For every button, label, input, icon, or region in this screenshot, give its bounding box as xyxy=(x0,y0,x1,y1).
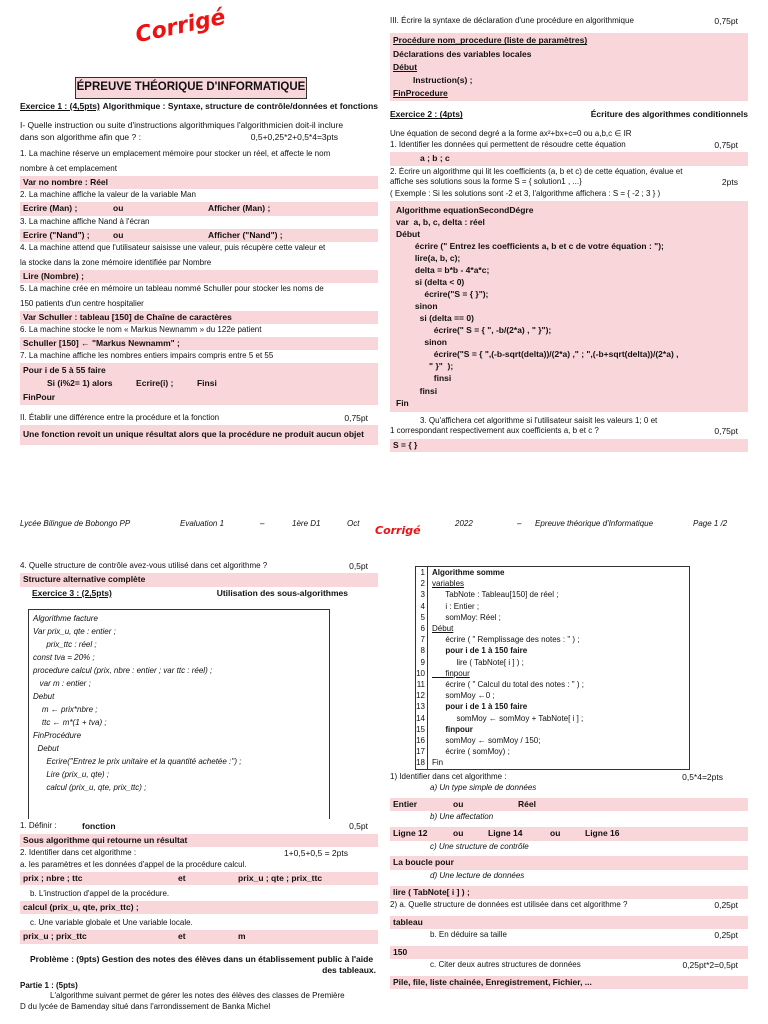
line-number: 2 xyxy=(416,578,428,589)
ex1-topic: Algorithmique : Syntaxe, structure de contrôle/données et fonctions xyxy=(102,101,378,111)
answer-6: Schuller [150] ← "Markus Newnamm" ; xyxy=(20,337,378,350)
line-text: pour i de 1 à 150 faire xyxy=(432,702,528,712)
line-number: 15 xyxy=(416,724,428,735)
line-text: i : Entier ; xyxy=(432,601,480,611)
answer-q2: Une fonction revoit un unique résultat alors que la procédure ne produit aucun objet xyxy=(20,425,378,444)
p1-answer-2b: 150 xyxy=(390,946,748,959)
p1-q2c: c. Citer deux autres structures de données xyxy=(430,960,581,970)
algorithm-line xyxy=(416,690,689,701)
p1-answer-2c: Pile, file, liste chainée, Enregistrement, Fichier, ... xyxy=(390,976,748,989)
line-text: Fin xyxy=(432,758,444,768)
line-text: somMoy ← somMoy / 150; xyxy=(432,736,541,746)
q1-4-line1: 4. La machine attend que l'utilisateur saisisse une valeur, puis récupère cette valeur et xyxy=(20,243,326,252)
line-text: TabNote : Tableau[150] de réel ; xyxy=(432,590,559,600)
algorithm-line xyxy=(416,701,689,712)
ex3-answer-2c: prix_u ; prix_ttc et m xyxy=(20,930,378,943)
line-number: 16 xyxy=(416,735,428,746)
q3: III. Écrire la syntaxe de déclaration d'une procédure en algorithmique xyxy=(390,16,634,25)
line-text: lire ( TabNote[ i ] ) ; xyxy=(432,657,524,667)
p1-q1d: d) Une lecture de données xyxy=(430,870,525,880)
ex3-q2b: b. L'instruction d'appel de la procédure. xyxy=(30,889,170,899)
line-text: écrire ( somMoy) ; xyxy=(432,747,510,757)
ex2-intro: Une équation de second degré a la forme ax²+bx+c=0 ou a,b,c ∈ IR xyxy=(390,128,632,138)
ex3-q2: 2. Identifier dans cet algorithme : xyxy=(20,848,137,858)
page2-right-column xyxy=(390,566,748,990)
algorithm-line xyxy=(416,757,689,768)
answer-2: Ecrire (Man) ; ou Afficher (Man) ; xyxy=(20,202,378,215)
line-text: écrire ( " Remplissage des notes : " ) ; xyxy=(432,635,580,645)
line-number: 12 xyxy=(416,690,428,701)
algorithm-line xyxy=(416,713,689,724)
answer-q4: Structure alternative complète xyxy=(20,573,378,586)
line-text: somMoy: Réel ; xyxy=(432,612,501,622)
line-text: pour i de 1 à 150 faire xyxy=(432,646,528,656)
ex2-answer-3: S = { } xyxy=(390,439,748,452)
corrige-stamp-2: Corrigé xyxy=(375,524,421,537)
q1-1-line1: 1. La machine réserve un emplacement mémoire pour stocker un réel, et affecte le nom xyxy=(20,149,331,159)
ex3-heading: Exercice 3 : (2,5pts) xyxy=(32,587,112,598)
footer-subject: Epreuve théorique d'Informatique xyxy=(535,519,654,528)
algorithm-line xyxy=(416,578,689,589)
line-text: somMoy ← somMoy + TabNote[ i ] ; xyxy=(432,713,584,723)
line-number: 3 xyxy=(416,589,428,600)
page1-footer: Lycée Bilingue de Bobongo PP Evaluation 1 – 1ère D1 Oct 2022 – Epreuve théorique d'Informatique Page 1 /2 xyxy=(20,519,728,528)
exam-title: ÉPREUVE THÉORIQUE D'INFORMATIQUE xyxy=(75,77,307,99)
ex2-q2-line1: 2. Écrire un algorithme qui lit les coefficients (a, b et c) de cette équation, évalue et xyxy=(390,166,683,176)
answer-q3: Procédure nom_procedure (liste de paramètres) Déclarations des variables locales Début Instruction(s) ; FinProcedure xyxy=(390,33,748,101)
line-number: 4 xyxy=(416,601,428,612)
page1-left-column xyxy=(20,100,378,446)
algorithm-line xyxy=(416,735,689,746)
ex3-answer-2b: calcul (prix_u, qte, prix_ttc) ; xyxy=(20,901,378,914)
line-number: 7 xyxy=(416,634,428,645)
line-text: somMoy ←0 ; xyxy=(432,691,495,701)
ex3-topic: Utilisation des sous-algorithmes xyxy=(216,587,348,598)
q4: 4. Quelle structure de contrôle avez-vous utilisé dans cet algorithme ? xyxy=(20,561,268,570)
q1-6: 6. La machine stocke le nom « Markus Newnamm » du 122e patient xyxy=(20,325,262,335)
footer-class: 1ère D1 xyxy=(292,519,321,528)
line-text: variables xyxy=(432,579,465,589)
answer-3: Ecrire ("Nand") ; ou Afficher ("Nand") ; xyxy=(20,229,378,242)
part1-text: L'algorithme suivant permet de gérer les notes des élèves des classes de Première xyxy=(50,991,345,1001)
ex3-q2c: c. Une variable globale et Une variable locale. xyxy=(30,918,193,928)
p1-q1: 1) Identifier dans cet algorithme : xyxy=(390,771,507,781)
p1-q1c: c) Une structure de contrôle xyxy=(430,841,529,851)
q1-5-line2: 150 patients d'un centre hospitalier xyxy=(20,298,144,308)
p1-q1-points: 0,5*4=2pts xyxy=(682,771,723,782)
algorithm-line xyxy=(416,668,689,679)
line-number: 14 xyxy=(416,713,428,724)
line-text: Début xyxy=(432,624,454,634)
line-number: 10 xyxy=(416,668,428,679)
answer-4: Lire (Nombre) ; xyxy=(20,270,378,283)
part1-heading: Partie 1 : (5pts) xyxy=(20,980,78,990)
ex2-q3-points: 0,75pt xyxy=(714,426,738,437)
algorithm-line xyxy=(416,724,689,735)
problem-heading-2: des tableaux. xyxy=(322,965,376,976)
ex2-q2-example: ( Exemple : Si les solutions sont -2 et 3, l'algorithme affichera : S = { -2 ; 3 } ) xyxy=(390,188,661,198)
ex2-answer-1: a ; b ; c xyxy=(390,152,748,165)
p1-q2b: b. En déduire sa taille xyxy=(430,930,507,940)
algorithm-line xyxy=(416,645,689,656)
q1-5-line1: 5. La machine crée en mémoire un tableau nommé Schuller pour stocker les noms de xyxy=(20,284,324,294)
line-number: 13 xyxy=(416,701,428,712)
ex3-q2a: a. les paramètres et les données d'appel de la procédure calcul. xyxy=(20,859,247,869)
q2: II. Établir une différence entre la procédure et la fonction xyxy=(20,412,220,422)
line-number: 9 xyxy=(416,657,428,668)
p1-answer-1d: lire ( TabNote[ i ] ) ; xyxy=(390,886,748,899)
algorithm-line xyxy=(416,623,689,634)
algorithm-line xyxy=(416,657,689,668)
ex3-answer-2a: prix ; nbre ; ttc et prix_u ; qte ; prix_ttc xyxy=(20,872,378,885)
q1-3: 3. La machine affiche Nand à l'écran xyxy=(20,216,150,226)
problem-heading: Problème : (9pts) Gestion des notes des élèves dans un établissement public à l'aide xyxy=(30,953,374,964)
line-number: 1 xyxy=(416,567,428,578)
q1-line2: dans son algorithme afin que ? : xyxy=(20,131,141,142)
p1-q1a: a) Un type simple de données xyxy=(430,783,537,793)
ex2-q3-line2: 1 correspondant respectivement aux coefficients a, b et c ? xyxy=(390,426,599,436)
footer-month: Oct xyxy=(347,519,360,528)
q1-points: 0,5+0,25*2+0,5*4=3pts xyxy=(250,131,338,142)
line-text: Algorithme somme xyxy=(432,568,505,577)
footer-eval: Evaluation 1 xyxy=(180,519,225,528)
algorithm-line xyxy=(416,634,689,645)
q1-7: 7. La machine affiche les nombres entiers impairs compris entre 5 et 55 xyxy=(20,351,274,361)
footer-year: 2022 xyxy=(455,519,473,528)
ex3-q1-label: 1. Définir : xyxy=(20,821,57,831)
line-text: finpour xyxy=(432,668,470,678)
algorithm-line xyxy=(416,589,689,600)
line-text: écrire ( " Calcul du total des notes : " ) ; xyxy=(432,680,584,690)
p1-answer-2a: tableau xyxy=(390,916,748,929)
answer-1: Var no nombre : Réel xyxy=(20,176,378,189)
p1-q2a-points: 0,25pt xyxy=(714,900,738,911)
algorithm-line xyxy=(416,679,689,690)
ex2-q1-points: 0,75pt xyxy=(714,139,738,150)
ex3-q2-points: 1+0,5+0,5 = 2pts xyxy=(283,848,348,859)
corrige-stamp: Corrigé xyxy=(133,4,228,49)
line-number: 11 xyxy=(416,679,428,690)
p1-q1b: b) Une affectation xyxy=(430,812,494,822)
line-number: 8 xyxy=(416,645,428,656)
line-number: 6 xyxy=(416,623,428,634)
footer-page: Page 1 /2 xyxy=(693,519,728,528)
algorithm-facture: Algorithme facture Var prix_u, qte : entier ; prix_ttc : réel ; const tva = 20% ; procedure calcul (prix, nbre : entier ; var ttc : réel) ; var m : entier ; Debut m ← prix*nbre ; ttc ← m*(1 + tva) ; FinProcédure Debut Ecrire(''Entrez le prix unitaire et la quantité achetée :'') ; Lire (prix_u, qte) ; calcul (prix_u, qte, prix_ttc) ; xyxy=(28,609,330,819)
algorithm-equation: Algorithme equationSecondDégre var a, b, c, delta : réel Début écrire (" Entrez les coefficients a, b et c de votre équation : "); lire(a, b, c); delta = b*b - 4*a*c; si (delta < 0) écrire("S = { }"); sinon si (delta == 0) écrire(" S = { ", -b/(2*a) , " }"); sinon écrire("S = { ",(-b-sqrt(delta))/(2*a) ," ; ",(-b+sqrt(delta))/(2*a) , " }" ); finsi finsi Fin xyxy=(390,201,748,412)
line-text: finpour xyxy=(432,724,473,734)
p1-answer-1b: Ligne 12 ou Ligne 14 ou Ligne 16 xyxy=(390,827,748,840)
p1-q2a: 2) a. Quelle structure de données est utilisée dans cet algorithme ? xyxy=(390,900,628,910)
algorithm-line xyxy=(416,567,689,578)
page1-right-column xyxy=(390,16,748,453)
ex2-q1: 1. Identifier les données qui permettent de résoudre cette équation xyxy=(390,139,626,149)
ex2-q2-line2: affiche ses solutions sous la forme S = { solution1 , ...} xyxy=(390,177,582,187)
q1-4-line2: la stocke dans la zone mémoire identifiée par Nombre xyxy=(20,257,212,267)
algorithm-line xyxy=(416,746,689,757)
ex3-q1-points: 0,5pt xyxy=(349,821,368,832)
algorithm-somme xyxy=(415,566,690,770)
p1-answer-1c: La boucle pour xyxy=(390,856,748,869)
ex2-q2-points: 2pts xyxy=(721,177,738,188)
footer-school: Lycée Bilingue de Bobongo PP xyxy=(20,519,131,528)
ex3-q1-word: fonction xyxy=(82,821,116,832)
answer-5: Var Schuller : tableau [150] de Chaîne de caractères xyxy=(20,311,378,324)
line-number: 17 xyxy=(416,746,428,757)
ex1-heading: Exercice 1 : (4,5pts) xyxy=(20,101,100,111)
ex2-heading: Exercice 2 : (4pts) xyxy=(390,109,463,120)
p1-q2c-points: 0,25pt*2=0,5pt xyxy=(682,960,738,971)
ex2-q3-line1: 3. Qu'affichera cet algorithme si l'utilisateur saisit les valeurs 1; 0 et xyxy=(420,415,658,425)
p1-q2b-points: 0,25pt xyxy=(714,930,738,941)
answer-7: Pour i de 5 à 55 faire Si (i%2= 1) alors Ecrire(i) ; Finsi FinPour xyxy=(20,363,378,405)
q3-points: 0,75pt xyxy=(714,16,738,26)
q1-1-line2: nombre à cet emplacement xyxy=(20,164,117,174)
page2-left-column xyxy=(20,561,378,1013)
q4-points: 0,5pt xyxy=(349,561,368,571)
q1-line1: I- Quelle instruction ou suite d'instructions algorithmiques l'algorithmicien doit-il inclure xyxy=(20,120,344,131)
ex2-topic: Écriture des algorithmes conditionnels xyxy=(590,109,748,120)
p1-answer-1a: Entier ou Réel xyxy=(390,798,748,811)
q1-2: 2. La machine affiche la valeur de la variable Man xyxy=(20,190,196,200)
algorithm-line xyxy=(416,612,689,623)
q2-points: 0,75pt xyxy=(344,412,368,423)
line-number: 18 xyxy=(416,757,428,768)
algorithm-line xyxy=(416,601,689,612)
part1-text2: D du lycée de Bamenday situé dans l'arrondissement de Banka Michel xyxy=(20,1002,271,1012)
ex3-answer-1: Sous algorithme qui retourne un résultat xyxy=(20,834,378,847)
line-number: 5 xyxy=(416,612,428,623)
